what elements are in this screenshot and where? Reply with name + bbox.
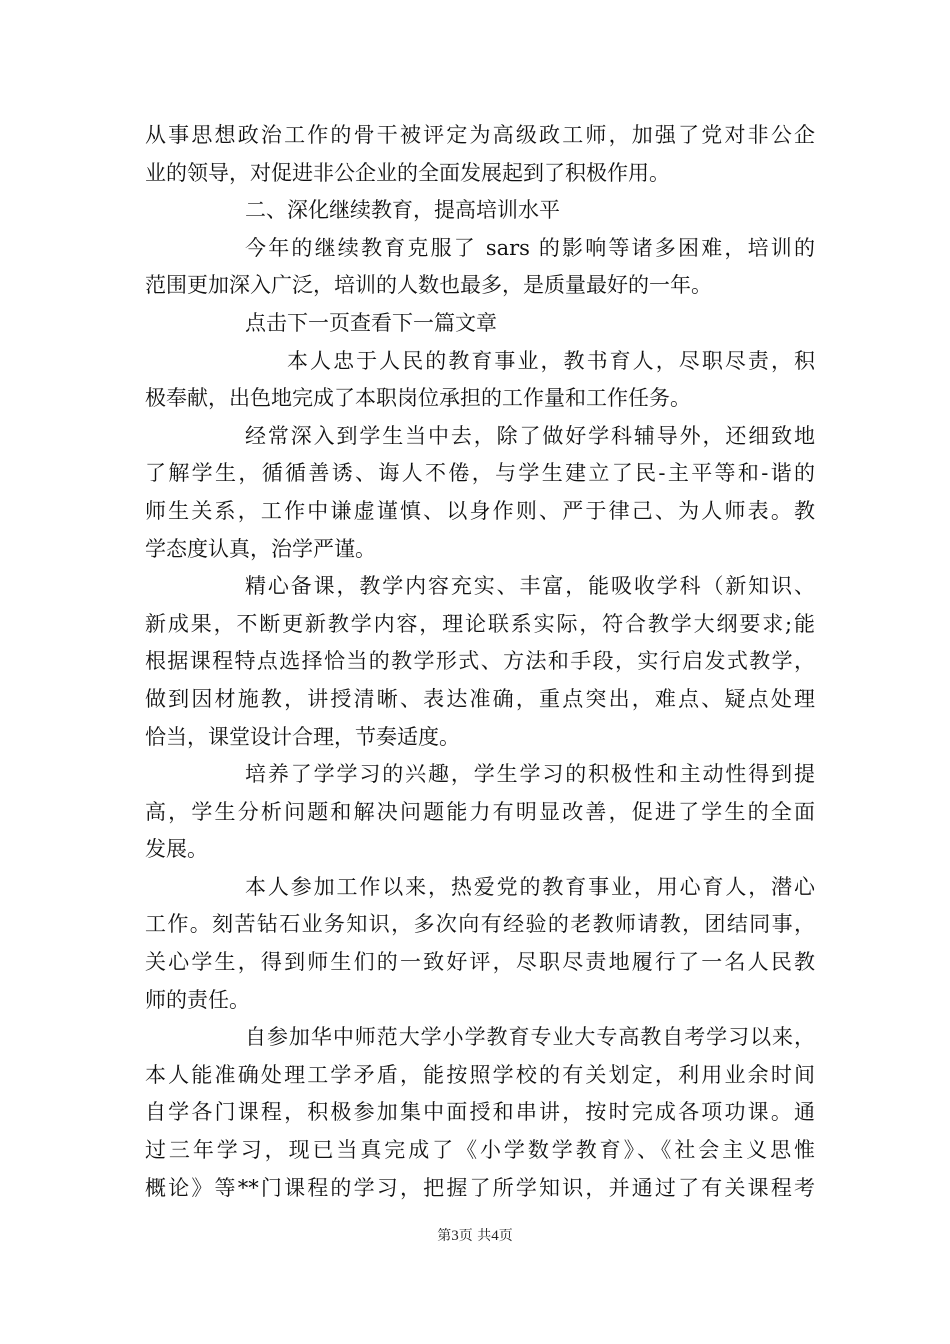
text-line: 做到因材施教，讲授清晰、表达准确，重点突出，难点、疑点处理 [145, 686, 815, 711]
footer-page-number: 3 [451, 1228, 459, 1244]
text-line: 自学各门课程，积极参加集中面授和串讲，按时完成各项功课。通 [145, 1100, 815, 1125]
text-line: 师生关系，工作中谦虚谨慎、以身作则、严于律己、为人师表。教 [145, 498, 815, 523]
text-line: 恰当，课堂设计合理，节奏适度。 [145, 724, 460, 749]
page-footer [0, 1225, 950, 1245]
text-line: 业的领导，对促进非公企业的全面发展起到了积极作用。 [145, 160, 670, 185]
footer-middle: 页 共 [458, 1228, 492, 1244]
text-line: 发展。 [145, 837, 208, 862]
text-line: 本人能准确处理工学矛盾，能按照学校的有关划定，利用业余时间 [145, 1062, 815, 1087]
text-line: 自参加华中师范大学小学教育专业大专高教自考学习以来， [245, 1025, 815, 1050]
footer-total-pages: 4 [491, 1228, 499, 1244]
text-line: 了解学生，循循善诱、诲人不倦，与学生建立了民-主平等和-谐的 [145, 461, 815, 486]
text-line: 范围更加深入广泛，培训的人数也最多，是质量最好的一年。 [145, 273, 712, 298]
text-line: 本人参加工作以来，热爱党的教育事业，用心育人，潜心 [245, 874, 815, 899]
text-line: 学态度认真，治学严谨。 [145, 536, 376, 561]
text-line: 精心备课，教学内容充实、丰富，能吸收学科（新知识、 [245, 574, 815, 599]
text-line: 高，学生分析问题和解决问题能力有明显改善，促进了学生的全面 [145, 799, 815, 824]
text-line: 师的责任。 [145, 987, 250, 1012]
text-line: 今年的继续教育克服了 sars 的影响等诸多困难，培训的 [245, 235, 815, 260]
text-line: 本人忠于人民的教育事业，教书育人，尽职尽责，积 [287, 348, 815, 373]
text-line: 极奉献，出色地完成了本职岗位承担的工作量和工作任务。 [145, 386, 691, 411]
text-line: 根据课程特点选择恰当的教学形式、方法和手段，实行启发式教学， [145, 649, 815, 674]
text-line: 经常深入到学生当中去，除了做好学科辅导外，还细致地 [245, 423, 815, 448]
document-body [145, 117, 815, 1207]
text-line: 从事思想政治工作的骨干被评定为高级政工师，加强了党对非公企 [145, 123, 815, 147]
next-page-link-text: 点击下一页查看下一篇文章 [245, 310, 497, 335]
footer-prefix: 第 [437, 1228, 452, 1244]
footer-suffix: 页 [498, 1228, 513, 1244]
text-line: 关心学生，得到师生们的一致好评，尽职尽责地履行了一名人民教 [145, 950, 815, 975]
text-line: 概论》等**门课程的学习，把握了所学知识，并通过了有关课程考 [145, 1175, 815, 1200]
text-line: 过三年学习，现已当真完成了《小学数学教育》、《社会主义思惟 [145, 1138, 815, 1163]
section-heading: 二、深化继续教育，提高培训水平 [245, 198, 560, 223]
text-line: 工作。刻苦钻石业务知识，多次向有经验的老教师请教，团结同事， [145, 912, 815, 937]
text-line: 新成果，不断更新教学内容，理论联系实际，符合教学大纲要求;能 [145, 611, 815, 636]
text-line: 培养了学学习的兴趣，学生学习的积极性和主动性得到提 [245, 762, 815, 787]
